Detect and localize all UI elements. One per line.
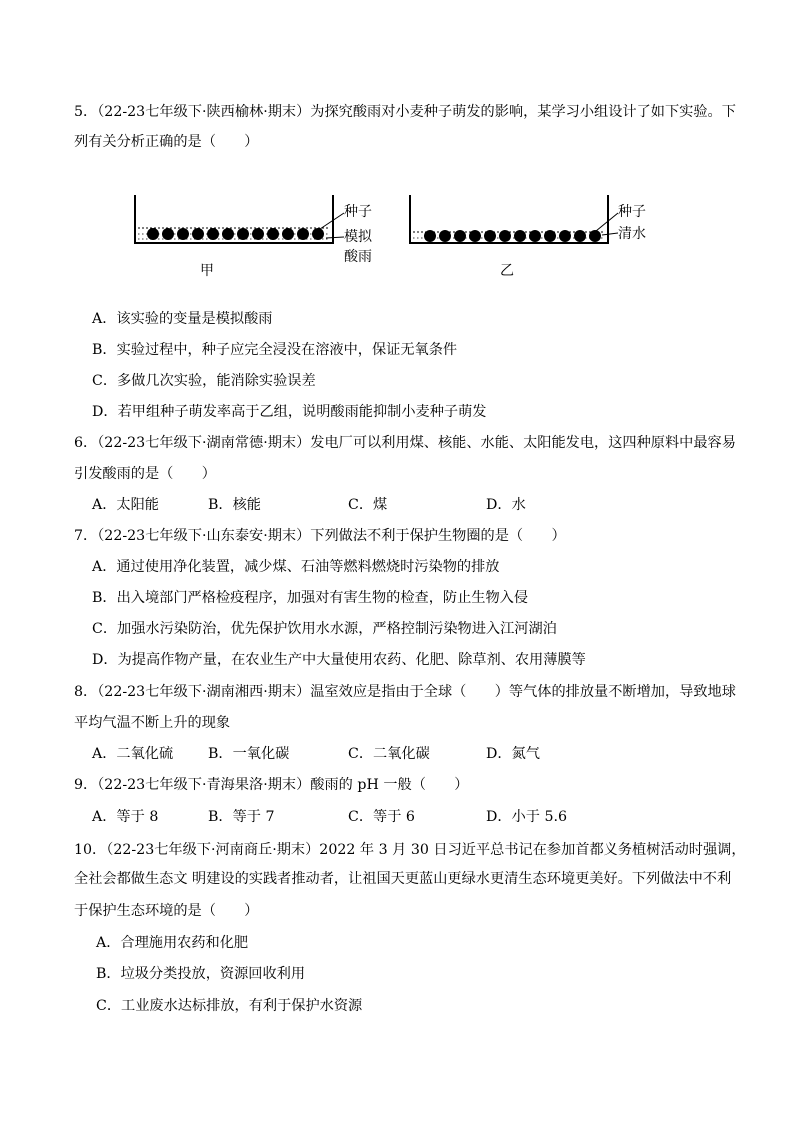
q6-option-b[interactable]: B．核能 <box>208 497 261 513</box>
q8-option-a[interactable]: A．二氧化硫 <box>92 746 174 762</box>
label-acid-rain-line2: 酸雨 <box>344 249 372 265</box>
q10-option-b[interactable]: B．垃圾分类投放，资源回收利用 <box>96 966 306 982</box>
q6-option-d[interactable]: D．水 <box>486 497 526 513</box>
q7-stem-line1: 7．（22-23七年级下·山东泰安·期末）下列做法不利于保护生物圈的是（ ） <box>74 528 566 544</box>
q10-option-c[interactable]: C．工业废水达标排放，有利于保护水资源 <box>96 998 363 1014</box>
q8-option-c[interactable]: C．二氧化碳 <box>348 746 430 762</box>
q5-option-c[interactable]: C．多做几次实验，能消除实验误差 <box>92 373 316 389</box>
q7-option-a[interactable]: A．通过使用净化装置，减少煤、石油等燃料燃烧时污染物的排放 <box>92 559 500 575</box>
q6-stem-line2: 引发酸雨的是（ ） <box>74 466 216 482</box>
label-seed-jia: 种子 <box>344 204 372 220</box>
q10-stem-line2: 全社会都做生态文 明建设的实践者推动者，让祖国天更蓝山更绿水更清生态环境更美好。下列做法中不利 <box>74 871 732 887</box>
q5-experiment-figure <box>120 185 700 285</box>
q7-option-b[interactable]: B．出入境部门严格检疫程序，加强对有害生物的检查，防止生物入侵 <box>92 590 529 606</box>
q9-stem-line1: 9．（22-23七年级下·青海果洛·期末）酸雨的 pH 一般（ ） <box>74 777 469 793</box>
q8-stem-line1: 8．（22-23七年级下·湖南湘西·期末）温室效应是指由于全球（ ）等气体的排放量不断增加，导致地球 <box>74 684 736 700</box>
caption-yi: 乙 <box>500 263 514 279</box>
q5-stem-line2: 列有关分析正确的是（ ） <box>74 134 259 150</box>
label-seed-yi: 种子 <box>618 204 646 220</box>
label-acid-rain-line1: 模拟 <box>344 229 372 245</box>
q8-option-d[interactable]: D．氮气 <box>486 746 540 762</box>
q9-option-a[interactable]: A．等于 8 <box>92 809 159 825</box>
q6-option-c[interactable]: C．煤 <box>348 497 388 513</box>
q5-option-a[interactable]: A．该实验的变量是模拟酸雨 <box>92 311 273 327</box>
q9-option-c[interactable]: C．等于 6 <box>348 809 415 825</box>
q6-stem-line1: 6．（22-23七年级下·湖南常德·期末）发电厂可以利用煤、核能、水能、太阳能发电，这四种原料中最容易 <box>74 435 736 451</box>
q9-option-b[interactable]: B．等于 7 <box>208 809 275 825</box>
q8-option-b[interactable]: B．一氧化碳 <box>208 746 290 762</box>
q5-stem-line1: 5．（22-23七年级下·陕西榆林·期末）为探究酸雨对小麦种子萌发的影响，某学习小组设计了如下实验。下 <box>74 104 736 120</box>
q7-option-d[interactable]: D．为提高作物产量，在农业生产中大量使用农药、化肥、除草剂、农用薄膜等 <box>92 652 586 668</box>
q10-stem-line3: 于保护生态环境的是（ ） <box>74 903 259 919</box>
q5-option-d[interactable]: D．若甲组种子萌发率高于乙组，说明酸雨能抑制小麦种子萌发 <box>92 404 487 420</box>
q6-option-a[interactable]: A．太阳能 <box>92 497 159 513</box>
container-yi <box>410 195 618 243</box>
q10-option-a[interactable]: A．合理施用农药和化肥 <box>96 935 249 951</box>
q5-option-b[interactable]: B．实验过程中，种子应完全浸没在溶液中，保证无氧条件 <box>92 342 458 358</box>
q10-stem-line1: 10．（22-23七年级下·河南商丘·期末）2022 年 3 月 30 日习近平总书记在参加首都义务植树活动时强调， <box>74 842 746 858</box>
q9-option-d[interactable]: D．小于 5.6 <box>486 809 568 825</box>
label-clear-water: 清水 <box>618 226 646 242</box>
q7-option-c[interactable]: C．加强水污染防治，优先保护饮用水水源，严格控制污染物进入江河湖泊 <box>92 621 557 637</box>
container-jia <box>135 195 344 243</box>
q8-stem-line2: 平均气温不断上升的现象 <box>74 715 231 731</box>
caption-jia: 甲 <box>200 263 214 279</box>
